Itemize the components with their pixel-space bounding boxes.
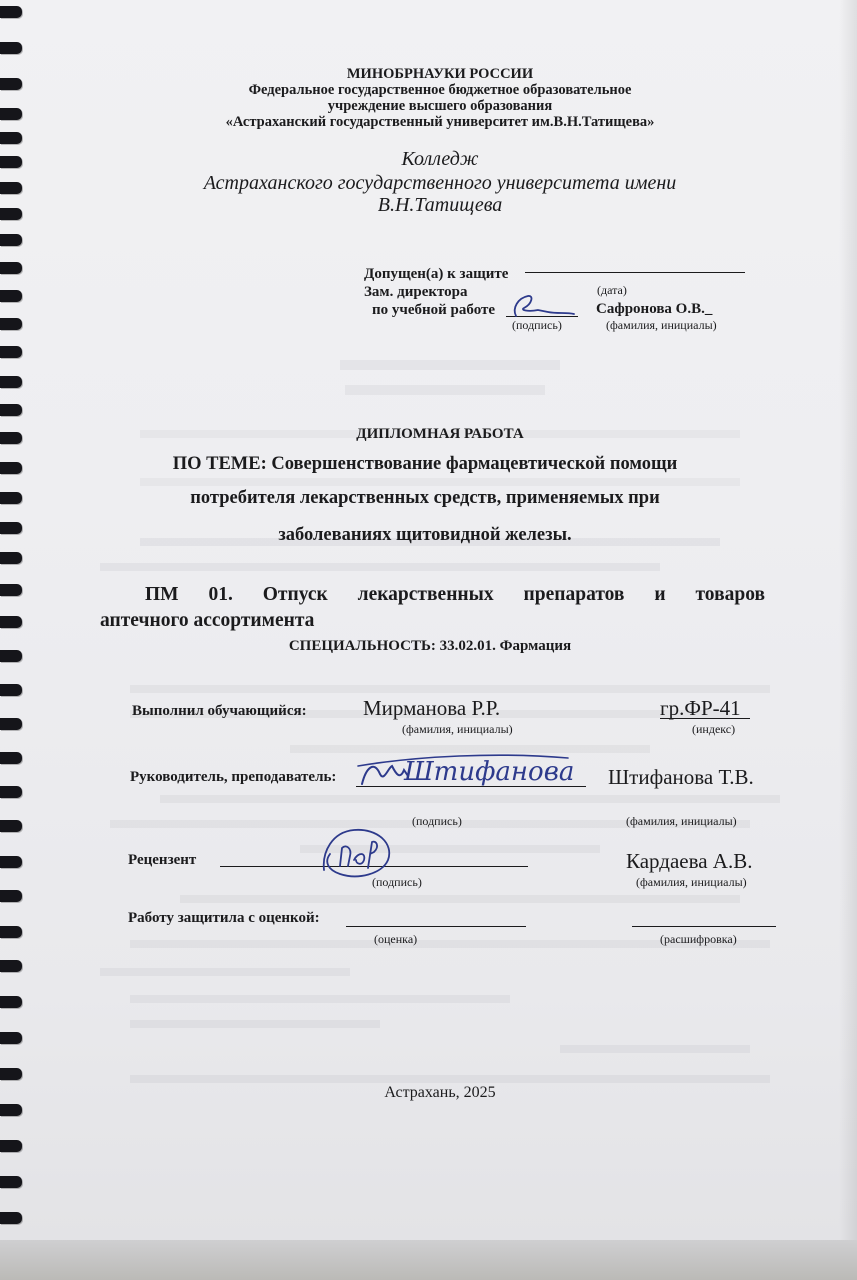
defense-decode-caption: (расшифровка) xyxy=(660,932,737,946)
work-type: ДИПЛОМНАЯ РАБОТА xyxy=(356,426,524,442)
deputy-name-caption: (фамилия, инициалы) xyxy=(606,318,717,332)
deputy-work-label: по учебной работе xyxy=(372,302,496,318)
student-group-underline xyxy=(660,718,750,719)
page-edge-shadow xyxy=(839,0,857,1240)
topic-line-1: ПО ТЕМЕ: Совершенствование фармацевтической помощи xyxy=(172,454,678,474)
module-line-2: аптечного ассортимента xyxy=(100,610,315,631)
student-label: Выполнил обучающийся: xyxy=(132,703,307,719)
admitted-date-line xyxy=(525,272,745,273)
institution-type: Федеральное государственное бюджетное образовательное xyxy=(248,82,632,98)
date-caption: (дата) xyxy=(597,283,627,297)
university-name: «Астраханский государственный университет им.В.Н.Татищева» xyxy=(225,114,655,130)
institution-level: учреждение высшего образования xyxy=(327,98,553,114)
reviewer-name-caption: (фамилия, инициалы) xyxy=(636,875,747,889)
student-group-caption: (индекс) xyxy=(692,722,736,736)
student-name-caption: (фамилия, инициалы) xyxy=(402,722,513,736)
supervisor-name-caption: (фамилия, инициалы) xyxy=(626,814,737,828)
supervisor-label: Руководитель, преподаватель: xyxy=(130,769,337,785)
defense-grade-caption: (оценка) xyxy=(374,932,418,946)
student-group: гр.ФР-41 xyxy=(660,696,741,720)
college-university: Астраханского государственного университета имени xyxy=(203,172,677,194)
supervisor-signature-caption: (подпись) xyxy=(412,814,462,828)
admitted-label: Допущен(а) к защите xyxy=(364,266,509,282)
reviewer-signature-caption: (подпись) xyxy=(372,875,422,889)
deputy-signature-caption: (подпись) xyxy=(512,318,562,332)
college-named-after: В.Н.Татищева xyxy=(377,194,503,216)
supervisor-signature-text: Штифанова xyxy=(404,757,575,787)
reviewer-label: Рецензент xyxy=(128,852,197,868)
spiral-binding xyxy=(0,0,22,1240)
topic-line-3: заболеваниях щитовидной железы. xyxy=(278,525,572,545)
defense-grade-line xyxy=(346,926,526,927)
module-line-1: ПМ 01. Отпуск лекарственных препаратов и товаров xyxy=(145,584,765,605)
topic-line-2: потребителя лекарственных средств, применяемых при xyxy=(190,488,660,508)
deputy-name: Сафронова О.В._ xyxy=(596,301,713,317)
supervisor-name: Штифанова Т.В. xyxy=(608,765,754,789)
reviewer-name: Кардаева А.В. xyxy=(626,849,753,873)
city-year: Астрахань, 2025 xyxy=(384,1084,496,1101)
ministry-name: МИНОБРНАУКИ РОССИИ xyxy=(346,66,534,82)
supervisor-signature xyxy=(358,748,598,797)
defense-decode-line xyxy=(632,926,776,927)
deputy-label: Зам. директора xyxy=(364,284,468,300)
defense-label: Работу защитила с оценкой: xyxy=(128,910,320,926)
desk-surface xyxy=(0,1240,857,1280)
specialty: СПЕЦИАЛЬНОСТЬ: 33.02.01. Фармация xyxy=(288,638,572,654)
student-name: Мирманова Р.Р. xyxy=(363,696,501,720)
college-title: Колледж xyxy=(401,148,479,170)
